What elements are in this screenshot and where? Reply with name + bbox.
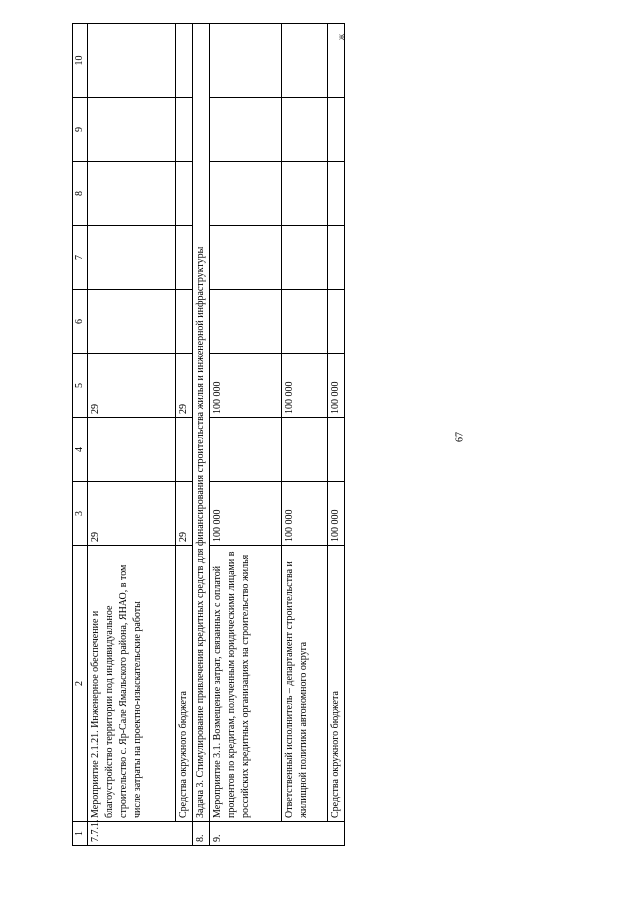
header-cell: 1 [73, 822, 88, 846]
table-cell [282, 290, 328, 354]
table-cell [328, 162, 345, 226]
table-cell [210, 418, 282, 482]
table-cell [282, 162, 328, 226]
table-cell [176, 226, 193, 290]
table-cell [88, 290, 176, 354]
page-number: 67 [454, 432, 466, 442]
table-cell [176, 24, 193, 98]
table-cell [88, 226, 176, 290]
responsible-executor: Ответственный исполнитель – департамент строительства и жилищной политики автономного округа [282, 546, 328, 822]
table-cell [328, 24, 345, 98]
row-number: 7.7.1. [88, 822, 193, 846]
table-cell [328, 418, 345, 482]
table-cell: 29 [88, 354, 176, 418]
table-row [88, 24, 176, 846]
table-cell: 100 000 [282, 354, 328, 418]
table-cell: 100 000 [328, 482, 345, 546]
table-cell [176, 162, 193, 226]
table-cell [210, 162, 282, 226]
table-cell [88, 162, 176, 226]
table-header-row [73, 24, 88, 846]
measure-name: Мероприятие 2.1.21. Инженерное обеспечение и благоустройство территории под индивидуальное строительство с. Яр-Сале Ямальского района, ЯНАО, в том числе затраты на проектно-изыскательские работы [88, 546, 176, 822]
table-cell [176, 290, 193, 354]
header-cell: 2 [73, 546, 88, 822]
table-cell: 29 [176, 482, 193, 546]
table-cell [88, 24, 176, 98]
measure-name: Мероприятие 3.1. Возмещение затрат, связанных с оплатой процентов по кредитам, полученным юридическими лицами в российских кредитных организациях на строительство жилья [210, 546, 282, 822]
header-cell: 9 [73, 98, 88, 162]
table-cell: 29 [176, 354, 193, 418]
table-cell [328, 98, 345, 162]
table-cell: 100 000 [210, 354, 282, 418]
header-cell: 3 [73, 482, 88, 546]
table-cell [282, 226, 328, 290]
table-cell [176, 418, 193, 482]
table-cell [88, 98, 176, 162]
table-cell [210, 290, 282, 354]
table-cell [282, 24, 328, 98]
header-cell: 4 [73, 418, 88, 482]
table-row [328, 24, 345, 846]
row-number: 8. [193, 822, 210, 846]
table-cell [210, 24, 282, 98]
row-number: 9. [210, 822, 345, 846]
budget-source: Средства окружного бюджета [176, 546, 193, 822]
table-cell: 100 000 [282, 482, 328, 546]
table-cell [88, 418, 176, 482]
table-row [210, 24, 282, 846]
table-row [282, 24, 328, 846]
budget-table-container [72, 24, 341, 846]
budget-table [72, 23, 345, 846]
table-cell [328, 290, 345, 354]
table-cell [282, 418, 328, 482]
table-row [193, 24, 210, 846]
header-cell: 8 [73, 162, 88, 226]
scan-mark: ж [336, 33, 347, 41]
budget-source: Средства окружного бюджета [328, 546, 345, 822]
header-cell: 7 [73, 226, 88, 290]
header-cell: 10 [73, 24, 88, 98]
table-cell: 100 000 [210, 482, 282, 546]
table-cell [210, 98, 282, 162]
table-cell [282, 98, 328, 162]
table-cell [328, 226, 345, 290]
header-cell: 6 [73, 290, 88, 354]
table-cell: 100 000 [328, 354, 345, 418]
header-cell: 5 [73, 354, 88, 418]
task-heading: Задача 3. Стимулирование привлечения кредитных средств для финансирования строительства жилья и инженерной инфраструктуры [193, 24, 210, 822]
table-row [176, 24, 193, 846]
table-cell [210, 226, 282, 290]
table-cell [176, 98, 193, 162]
table-cell: 29 [88, 482, 176, 546]
